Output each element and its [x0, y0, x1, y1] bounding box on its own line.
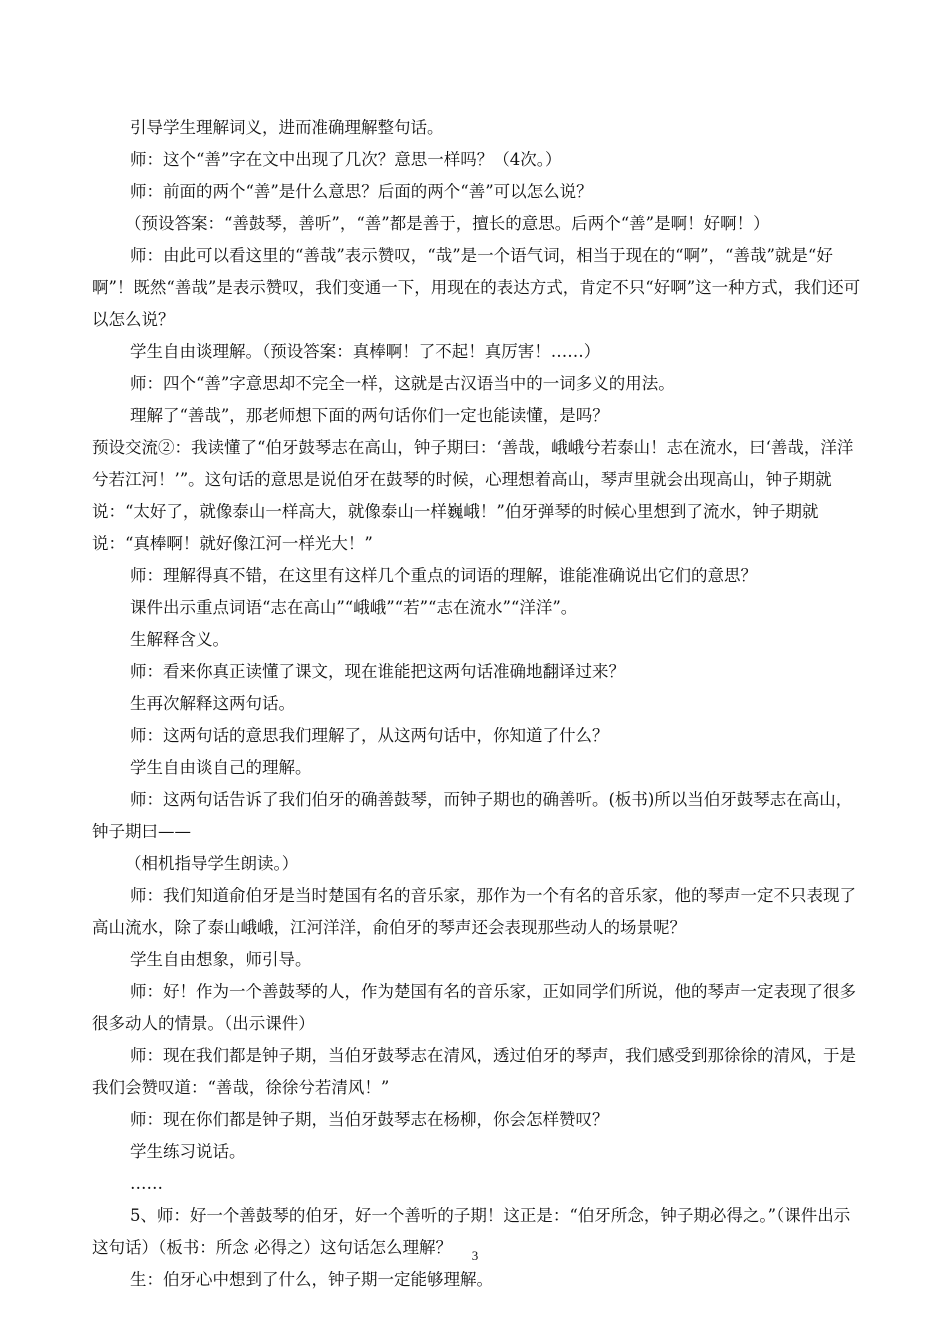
paragraph: 师：四个“善”字意思却不完全一样，这就是古汉语当中的一词多义的用法。 — [129, 374, 675, 393]
paragraph: 生解释含义。 — [129, 630, 229, 649]
paragraph: 师：看来你真正读懂了课文，现在谁能把这两句话准确地翻译过来？ — [129, 662, 625, 681]
paragraph: 师：好！作为一个善鼓琴的人，作为楚国有名的音乐家，正如同学们所说，他的琴声一定表现了很多很多动人的情景。（出示课件） — [92, 982, 856, 1033]
paragraph: （相机指导学生朗读。） — [125, 854, 299, 873]
paragraph: 师：由此可以看这里的“善哉”表示赞叹，“哉”是一个语气词，相当于现在的“啊”，“善哉”就是“好啊”！既然“善哉”是表示赞叹，我们变通一下，用现在的表达方式，肯定不只“好啊”这一种方式，我们还可以怎么说？ — [92, 246, 861, 329]
paragraph: （预设答案：“善鼓琴，善听”，“善”都是善于，擅长的意思。后两个“善”是啊！好啊！） — [125, 214, 770, 233]
paragraph: 学生自由谈理解。（预设答案：真棒啊！了不起！真厉害！……） — [129, 342, 601, 361]
paragraph: 师：前面的两个“善”是什么意思？后面的两个“善”可以怎么说？ — [129, 182, 593, 201]
paragraph: 学生练习说话。 — [129, 1142, 246, 1161]
paragraph: 课件出示重点词语“志在高山”“峨峨”“若”“志在流水”“洋洋”。 — [129, 598, 578, 617]
paragraph: 学生自由想象，师引导。 — [129, 950, 312, 969]
paragraph: 师：现在我们都是钟子期，当伯牙鼓琴志在清风，透过伯牙的琴声，我们感受到那徐徐的清风，于是我们会赞叹道：“善哉，徐徐兮若清风！” — [92, 1046, 856, 1097]
document-body — [92, 112, 862, 1296]
paragraph: 预设交流②：我读懂了“伯牙鼓琴志在高山，钟子期曰：‘善哉，峨峨兮若泰山！志在流水，曰‘善哉，洋洋兮若江河！’”。这句话的意思是说伯牙在鼓琴的时候，心理想着高山，琴声里就会出现高山，钟子期就说：“太好了，就像泰山一样高大，就像泰山一样巍峨！”伯牙弹琴的时候心里想到了流水，钟子期就说：“真棒啊！就好像江河一样光大！” — [92, 438, 854, 553]
paragraph: 师：现在你们都是钟子期，当伯牙鼓琴志在杨柳，你会怎样赞叹？ — [129, 1110, 609, 1129]
paragraph: 引导学生理解词义，进而准确理解整句话。 — [129, 118, 444, 137]
paragraph: 师：这两句话告诉了我们伯牙的确善鼓琴，而钟子期也的确善听。(板书)所以当伯牙鼓琴志在高山，钟子期曰—— — [92, 790, 853, 841]
paragraph: 师：这两句话的意思我们理解了，从这两句话中，你知道了什么？ — [129, 726, 609, 745]
paragraph: 师：我们知道俞伯牙是当时楚国有名的音乐家，那作为一个有名的音乐家，他的琴声一定不只表现了高山流水，除了泰山峨峨，江河洋洋，俞伯牙的琴声还会表现那些动人的场景呢？ — [92, 886, 856, 937]
paragraph: …… — [129, 1174, 163, 1193]
paragraph: 师：这个“善”字在文中出现了几次？意思一样吗？（4次。） — [129, 150, 562, 169]
paragraph: 学生自由谈自己的理解。 — [129, 758, 312, 777]
paragraph: 生再次解释这两句话。 — [129, 694, 295, 713]
paragraph: 生：伯牙心中想到了什么，钟子期一定能够理解。 — [129, 1270, 493, 1289]
paragraph: 5、师：好一个善鼓琴的伯牙，好一个善听的子期！这正是：“伯牙所念，钟子期必得之。”（课件出示这句话）（板书：所念 必得之）这句话怎么理解？ — [92, 1206, 851, 1257]
paragraph: 理解了“善哉”，那老师想下面的两句话你们一定也能读懂，是吗？ — [129, 406, 609, 425]
paragraph: 师：理解得真不错，在这里有这样几个重点的词语的理解，谁能准确说出它们的意思？ — [129, 566, 757, 585]
page-number: 3 — [471, 1248, 479, 1263]
